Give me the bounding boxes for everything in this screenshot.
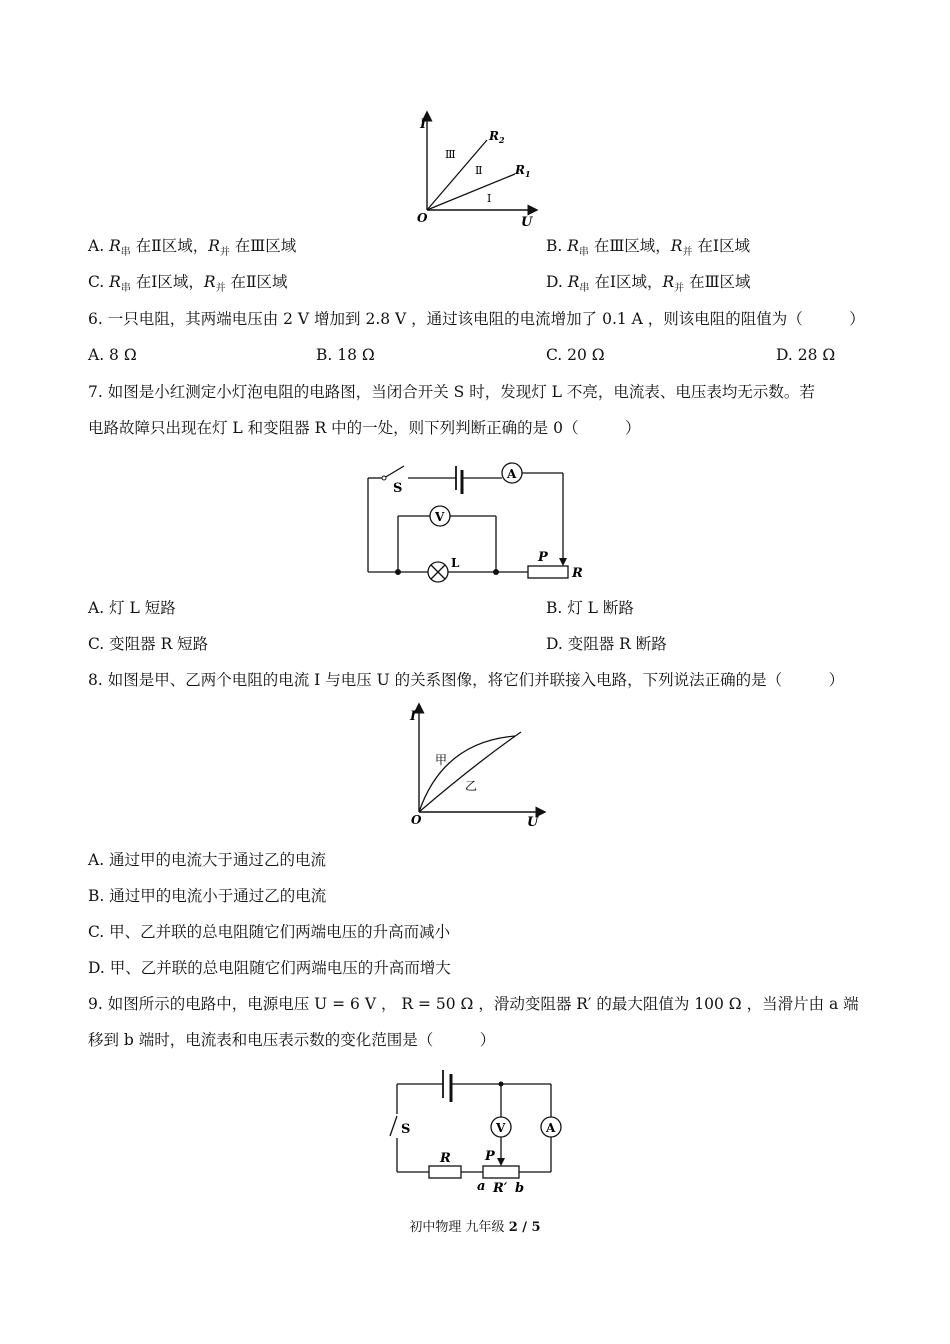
q6-option-b[interactable]: B. 18 Ω: [316, 346, 375, 364]
lamp-label: L: [451, 556, 460, 570]
q5-option-d[interactable]: [546, 272, 751, 299]
slider-label: P: [485, 1149, 495, 1164]
end-b-label: b: [515, 1181, 525, 1196]
y-axis-label: I: [410, 709, 417, 724]
parallel-subscript: 并: [682, 247, 693, 259]
option-prefix: A.: [88, 237, 110, 255]
q7-option-b[interactable]: B. 灯 L 断路: [546, 599, 634, 617]
footer-text: 初中物理 九年级: [409, 1220, 509, 1235]
q7-stem-line-2: 电路故障只出现在灯 L 和变阻器 R 中的一处，则下列判断正确的是 0（ ）: [88, 419, 641, 437]
option-text: 在Ⅱ区域: [225, 273, 288, 291]
series-subscript: 串: [579, 283, 590, 295]
q8-stem: 8. 如图是甲、乙两个电阻的电流 I 与电压 U 的关系图像，将它们并联接入电路，下列说法正确的是（ ）: [88, 671, 845, 689]
origin-label: O: [411, 813, 422, 827]
parallel-subscript: 并: [674, 283, 685, 295]
r-symbol: R: [203, 273, 216, 291]
q6-option-c[interactable]: C. 20 Ω: [546, 346, 605, 364]
end-a-label: a: [477, 1179, 486, 1194]
q7-option-c[interactable]: C. 变阻器 R 短路: [88, 635, 209, 653]
zone-2-label: Ⅱ: [475, 164, 483, 177]
slider-label: P: [538, 550, 548, 565]
q8-option-d[interactable]: D. 甲、乙并联的总电阻随它们两端电压的升高而增大: [88, 959, 451, 977]
rheostat-body: [483, 1166, 519, 1178]
option-prefix: D.: [546, 273, 568, 291]
series-subscript: 串: [120, 283, 131, 295]
iu-graph-r1-r2: [405, 110, 550, 230]
switch-blade: [390, 1116, 397, 1136]
q8-option-b[interactable]: B. 通过甲的电流小于通过乙的电流: [88, 887, 327, 905]
junction-dot: [499, 1082, 504, 1087]
ammeter-label: A: [507, 467, 517, 481]
q7-option-d[interactable]: D. 变阻器 R 断路: [546, 635, 667, 653]
r-symbol: R: [109, 273, 121, 291]
q6-option-a[interactable]: A. 8 Ω: [88, 346, 137, 364]
q5-option-b[interactable]: [546, 236, 750, 263]
resistor-label: R: [440, 1151, 451, 1166]
option-text: 在Ⅰ区域，: [130, 273, 204, 291]
q6-stem: 6. 一只电阻，其两端电压由 2 V 增加到 2.8 V ，通过该电阻的电流增加了 0.1 A ，则该电阻的阻值为（ ）: [88, 310, 865, 328]
option-text: 在Ⅲ区域: [229, 237, 297, 255]
yi-curve: [419, 732, 521, 812]
r-symbol: R: [208, 237, 220, 255]
q8-option-c[interactable]: C. 甲、乙并联的总电阻随它们两端电压的升高而减小: [88, 923, 451, 941]
jia-label: 甲: [435, 753, 448, 767]
q7-option-a[interactable]: A. 灯 L 短路: [88, 599, 176, 617]
series-subscript: 串: [120, 247, 131, 259]
junction-dot: [395, 569, 401, 575]
r2-label: $R_2$: [489, 129, 505, 145]
q5-option-c[interactable]: [88, 272, 288, 299]
option-text: 在Ⅰ区域: [692, 237, 751, 255]
x-axis-label: U: [521, 215, 533, 230]
q8-option-a[interactable]: A. 通过甲的电流大于通过乙的电流: [88, 851, 327, 869]
r1-line: [427, 174, 515, 210]
switch-label: S: [393, 481, 403, 496]
option-prefix: B.: [546, 237, 568, 255]
rheostat-body: [528, 566, 568, 578]
r1-label: $R_1$: [515, 163, 531, 179]
voltmeter-label: V: [496, 1121, 506, 1135]
option-text: 在Ⅱ区域，: [130, 237, 209, 255]
r-symbol: R: [567, 273, 580, 291]
r-symbol: R: [670, 237, 683, 255]
page-footer: [0, 1216, 950, 1235]
switch-pivot: [382, 476, 386, 480]
r-symbol: R: [662, 273, 675, 291]
option-text: 在Ⅲ区域，: [588, 237, 671, 255]
y-axis-label: I: [420, 117, 427, 132]
q5-option-a[interactable]: [88, 236, 296, 263]
q7-stem-line-1: 7. 如图是小红测定小灯泡电阻的电路图，当闭合开关 S 时，发现灯 L 不亮，电流表、电压表均无示数。若: [88, 383, 815, 401]
parallel-subscript: 并: [215, 283, 226, 295]
circuit-lamp-diagram: [360, 450, 590, 585]
q6-option-d[interactable]: D. 28 Ω: [776, 346, 836, 364]
option-text: 在Ⅲ区域: [684, 273, 751, 291]
circuit-rheostat-diagram: [385, 1066, 575, 1196]
parallel-subscript: 并: [219, 247, 230, 259]
q9-stem-line-1: 9. 如图所示的电路中，电源电压 U = 6 V ， R = 50 Ω ，滑动变阻器 R′ 的最大阻值为 100 Ω ，当滑片由 a 端: [88, 995, 859, 1013]
ammeter-label: A: [546, 1121, 556, 1135]
voltmeter-label: V: [435, 510, 445, 524]
zone-1-label: Ⅰ: [487, 192, 492, 205]
x-axis-label: U: [527, 815, 539, 830]
junction-dot: [493, 569, 499, 575]
q9-stem-line-2: 移到 b 端时，电流表和电压表示数的变化范围是（ ）: [88, 1031, 496, 1049]
option-text: 在Ⅰ区域，: [589, 273, 663, 291]
resistor-body: [429, 1166, 461, 1178]
yi-label: 乙: [465, 779, 478, 793]
switch-label: S: [401, 1122, 411, 1137]
r-symbol: R: [567, 237, 579, 255]
page-number: 2 / 5: [508, 1220, 541, 1235]
rheostat-label: R: [572, 566, 583, 581]
rheostat-label: R′: [493, 1181, 508, 1196]
r-symbol: R: [109, 237, 121, 255]
iu-graph-jia-yi: [403, 702, 548, 830]
origin-label: O: [417, 211, 428, 225]
switch-blade: [384, 466, 404, 478]
zone-3-label: Ⅲ: [445, 148, 456, 161]
option-prefix: C.: [88, 273, 110, 291]
series-subscript: 串: [578, 247, 589, 259]
